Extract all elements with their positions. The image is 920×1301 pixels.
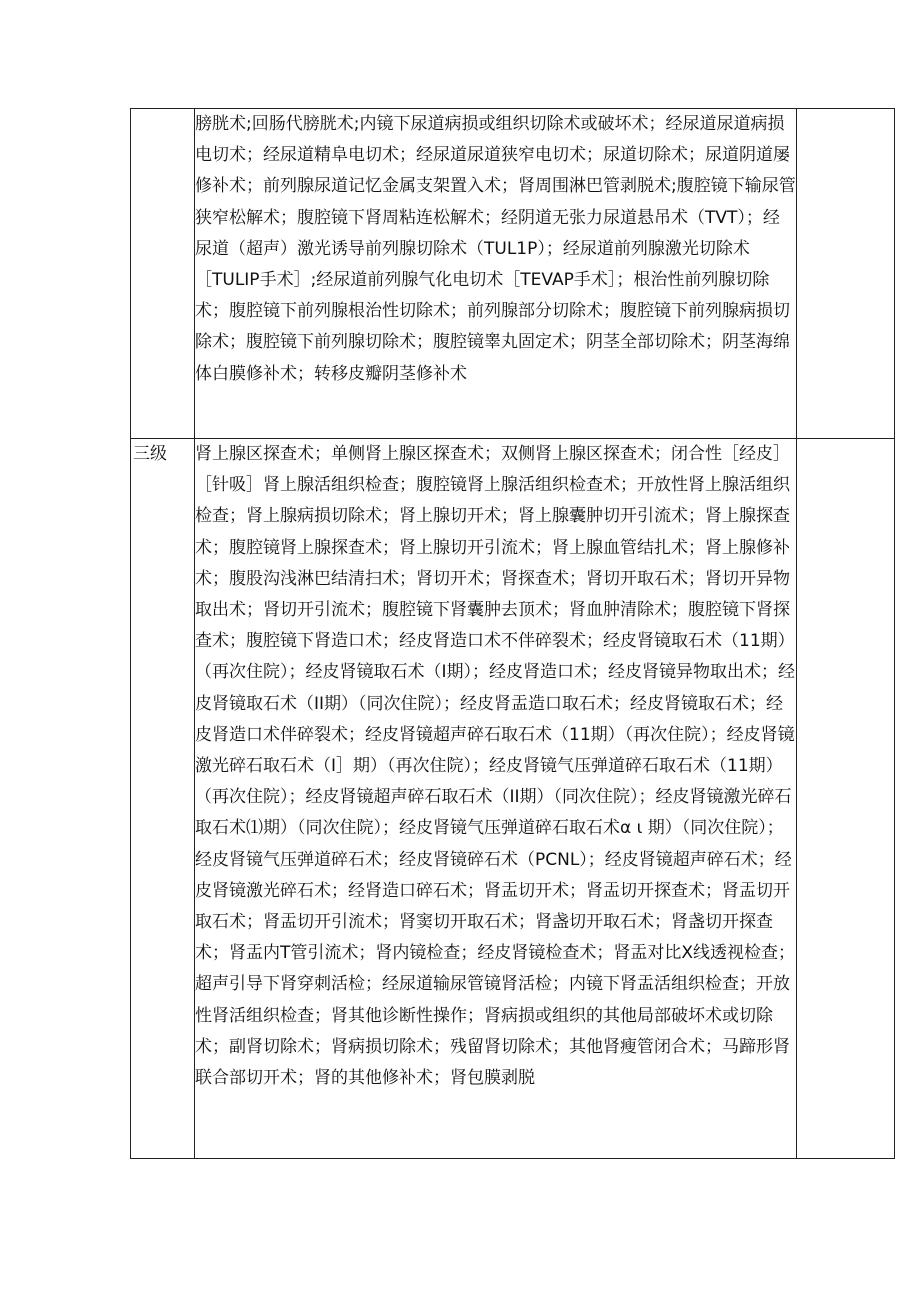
procedure-table: [130, 108, 895, 1159]
level-label: 三级: [133, 444, 167, 464]
table-row: [131, 109, 895, 439]
level-cell: [131, 109, 195, 439]
procedure-list-cell: [195, 439, 797, 1159]
table-row: [131, 439, 895, 1159]
procedure-list-text: 肾上腺区探查术；单侧肾上腺区探查术；双侧肾上腺区探查术；闭合性［经皮］［针吸］肾上腺活组织检查；腹腔镜肾上腺活组织检查术；开放性肾上腺活组织检查；肾上腺病损切除术；肾上腺切开术；肾上腺囊肿切开引流术；肾上腺探查术；腹腔镜肾上腺探查术；肾上腺切开引流术；肾上腺血管结扎术；肾上腺修补术；腹股沟浅淋巴结清扫术；肾切开术；肾探查术；肾切开取石术；肾切开异物取出术；肾切开引流术；腹腔镜下肾囊肿去顶术；肾血肿清除术；腹腔镜下肾探查术；腹腔镜下肾造口术；经皮肾造口术不伴碎裂术；经皮肾镜取石术（11期）（再次住院）；经皮肾镜取石术（I期）；经皮肾造口术；经皮肾镜异物取出术；经皮肾镜取石术（II期）（同次住院）；经皮肾盂造口取石术；经皮肾镜取石术；经皮肾造口术伴碎裂术；经皮肾镜超声碎石取石术（11期）（再次住院）；经皮肾镜激光碎石取石术（I］期）（再次住院）；经皮肾镜气压弹道碎石取石术（11期）（再次住院）；经皮肾镜超声碎石取石术（II期）（同次住院）；经皮肾镜激光碎石取石术⑴期）（同次住院）；经皮肾镜气压弹道碎石取石术α ι 期）（同次住院）；经皮肾镜气压弹道碎石术；经皮肾镜碎石术（PCNL）；经皮肾镜超声碎石术；经皮肾镜激光碎石术；经肾造口碎石术；肾盂切开术；肾盂切开探查术；肾盂切开取石术；肾盂切开引流术；肾窦切开取石术；肾盏切开取石术；肾盏切开探查术；肾盂内T管引流术；肾内镜检查；经皮肾镜检查术；肾盂对比X线透视检查；超声引导下肾穿刺活检；经尿道输尿管镜肾活检；内镜下肾盂活组织检查；开放性肾活组织检查；肾其他诊断性操作；肾病损或组织的其他局部破坏术或切除术；副肾切除术；肾病损切除术；残留肾切除术；其他肾瘦管闭合术；马蹄形肾联合部切开术；肾的其他修补术；肾包膜剥脱: [195, 444, 796, 1089]
procedure-list-text: 膀胱术;回肠代膀胱术;内镜下尿道病损或组织切除术或破坏术；经尿道尿道病损电切术；经尿道精阜电切术；经尿道尿道狭窄电切术；尿道切除术；尿道阴道屡修补术；前列腺尿道记忆金属支架置入术；肾周围淋巴管剥脱术;腹腔镜下输尿管狭窄松解术；腹腔镜下肾周粘连松解术；经阴道无张力尿道悬吊术（TVT）；经尿道（超声）激光诱导前列腺切除术（TUL1P）；经尿道前列腺激光切除术［TULIP手术］;经尿道前列腺气化电切术［TEVAP手术］；根治性前列腺切除术；腹腔镜下前列腺根治性切除术；前列腺部分切除术；腹腔镜下前列腺病损切除术；腹腔镜下前列腺切除术；腹腔镜睾丸固定术；阴茎全部切除术；阴茎海绵体白膜修补术；转移皮瓣阴茎修补术: [195, 114, 796, 384]
note-cell: [797, 439, 895, 1159]
level-cell: [131, 439, 195, 1159]
procedure-list-cell: [195, 109, 797, 439]
note-cell: [797, 109, 895, 439]
